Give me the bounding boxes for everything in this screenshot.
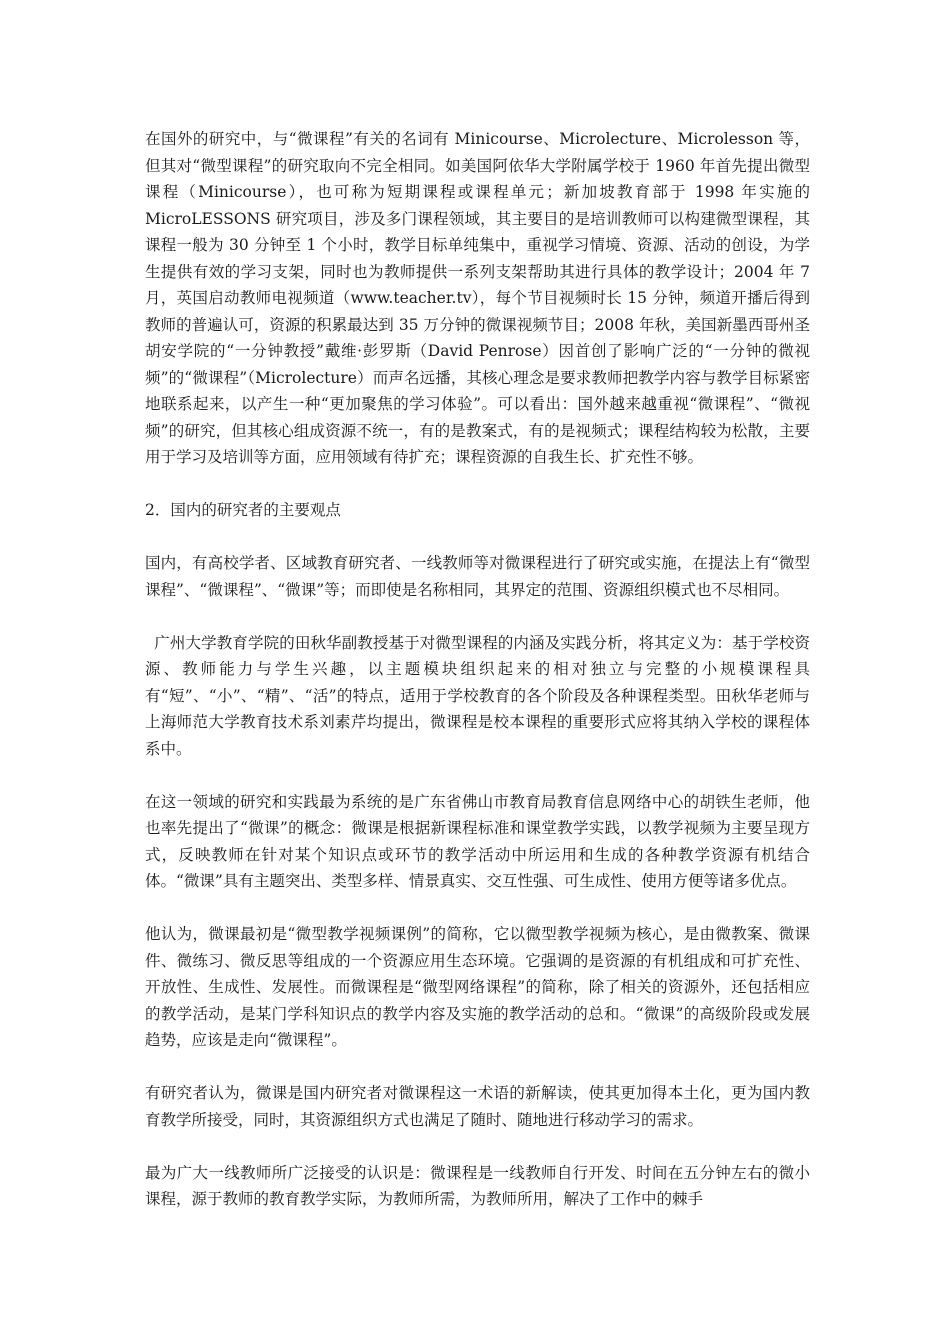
section-heading-domestic-views: 2．国内的研究者的主要观点 [145, 501, 341, 519]
paragraph-foreign-research: 在国外的研究中，与“微课程”有关的名词有 Minicourse、Microlecture、Microlesson 等，但其对“微型课程”的研究取向不完全相同。如美国阿依华大学附属学校于 1960 年首先提出微型课程（Minicourse），也可称为短期课程或课程单元；新加坡教育部于 1998 年实施的 MicroLESSONS 研究项目，涉及多门课程领域，其主要目的是培训教师可以构建微型课程，其课程一般为 30 分钟至 1 个小时，教学目标单纯集中，重视学习情境、资源、活动的创设，为学生提供有效的学习支架，同时也为教师提供一系列支架帮助其进行具体的教学设计；2004 年 7 月，英国启动教师电视频道（www.teacher.tv），每个节目视频时长 15 分钟，频道开播后得到教师的普遍认可，资源的积累最达到 35 万分钟的微课视频节目；2008 年秋，美国新墨西哥州圣胡安学院的“一分钟教授”戴维·彭罗斯（David Penrose）因首创了影响广泛的“一分钟的微视频”的“微课程”（Microlecture）而声名远播，其核心理念是要求教师把教学内容与教学目标紧密地联系起来，以产生一种“更加聚焦的学习体验”。可以看出：国外越来越重视“微课程”、“微视频”的研究，但其核心组成资源不统一，有的是教案式，有的是视频式；课程结构较为松散，主要用于学习及培训等方面，应用领域有待扩充；课程资源的自我生长、扩充性不够。 [145, 130, 810, 466]
document-body [145, 126, 810, 1239]
paragraph-tian-qiuhua: 广州大学教育学院的田秋华副教授基于对微型课程的内涵及实践分析，将其定义为：基于学校资源、教师能力与学生兴趣，以主题模块组织起来的相对独立与完整的小规模课程具有“短”、“小”、“精”、“活”的特点，适用于学校教育的各个阶段及各种课程类型。田秋华老师与上海师范大学教育技术系刘素芹均提出，微课程是校本课程的重要形式应将其纳入学校的课程体系中。 [145, 633, 810, 758]
paragraph-teacher-consensus: 最为广大一线教师所广泛接受的认识是：微课程是一线教师自行开发、时间在五分钟左右的微小课程，源于教师的教育教学实际，为教师所需，为教师所用，解决了工作中的棘手 [145, 1163, 810, 1208]
paragraph-hu-tiesheng: 在这一领域的研究和实践最为系统的是广东省佛山市教育局教育信息网络中心的胡铁生老师，他也率先提出了“微课”的概念：微课是根据新课程标准和课堂教学实践，以教学视频为主要呈现方式，反映教师在针对某个知识点或环节的教学活动中所运用和生成的各种教学资源有机结合体。“微课”具有主题突出、类型多样、情景真实、交互性强、可生成性、使用方便等诸多优点。 [145, 792, 810, 890]
paragraph-micro-lesson-definition: 他认为，微课最初是“微型教学视频课例”的简称，它以微型教学视频为核心，是由微教案、微课件、微练习、微反思等组成的一个资源应用生态环境。它强调的是资源的有机组成和可扩充性、开放性、生成性、发展性。而微课程是“微型网络课程”的简称，除了相关的资源外，还包括相应的教学活动，是某门学科知识点的教学内容及实施的教学活动的总和。“微课”的高级阶段或发展趋势，应该是走向“微课程”。 [145, 925, 810, 1049]
paragraph-domestic-overview: 国内，有高校学者、区域教育研究者、一线教师等对微课程进行了研究或实施，在提法上有“微型课程”、“微课程”、“微课”等；而即使是名称相同，其界定的范围、资源组织模式也不尽相同。 [145, 554, 810, 599]
paragraph-new-interpretation: 有研究者认为，微课是国内研究者对微课程这一术语的新解读，使其更加得本土化，更为国内教育教学所接受，同时，其资源组织方式也满足了随时、随地进行移动学习的需求。 [145, 1084, 810, 1129]
